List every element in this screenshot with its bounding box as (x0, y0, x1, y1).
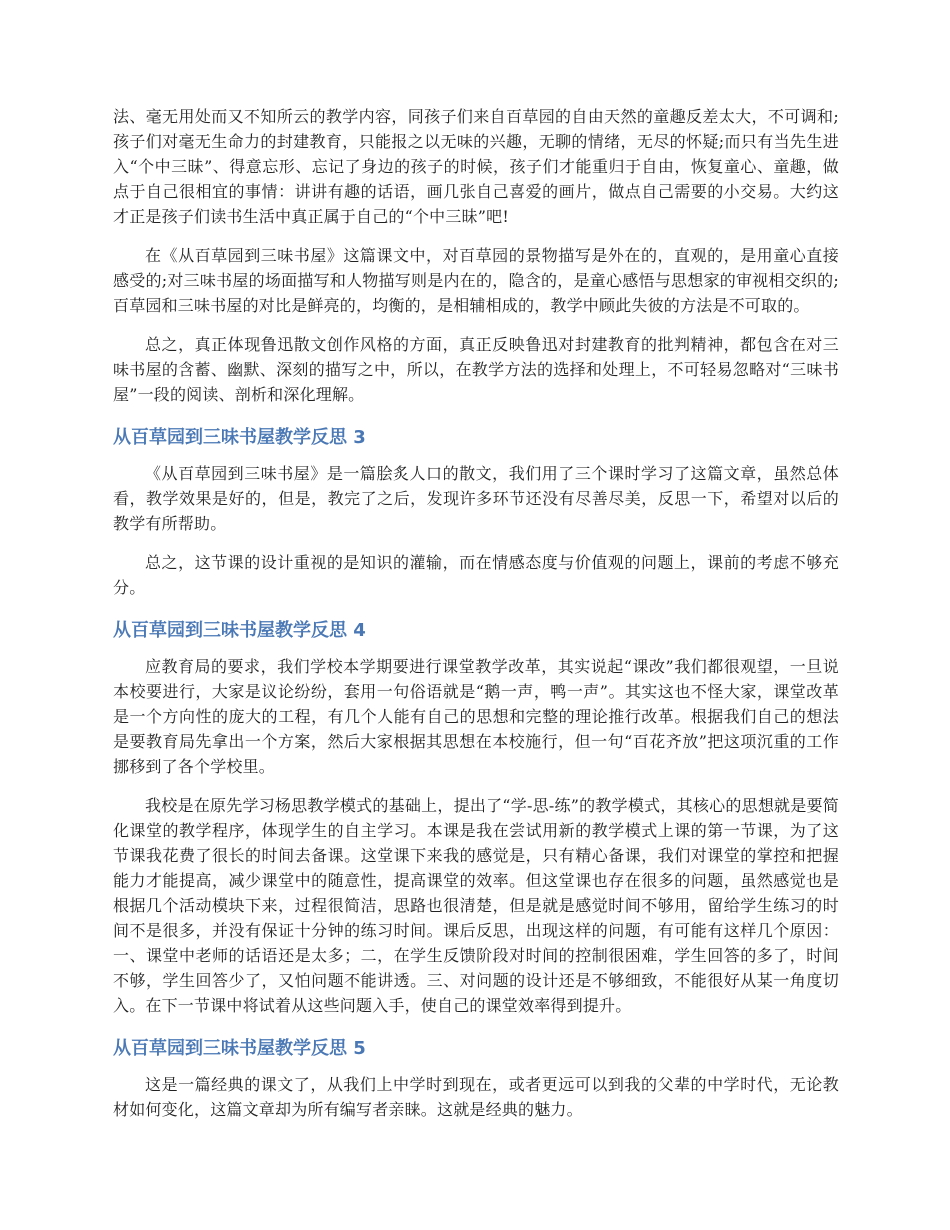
paragraph: 总之，真正体现鲁迅散文创作风格的方面，真正反映鲁迅对封建教育的批判精神，都包含在对三味书屋的含蓄、幽默、深刻的描写之中，所以，在教学方法的选择和处理上，不可轻易忽略对“三味书屋”一段的阅读、剖析和深化理解。 (113, 335, 839, 404)
document-page (113, 104, 839, 1136)
paragraph: 在《从百草园到三味书屋》这篇课文中，对百草园的景物描写是外在的，直观的，是用童心直接感受的;对三味书屋的场面描写和人物描写则是内在的，隐含的，是童心感悟与思想家的审视相交织的;百草园和三味书屋的对比是鲜亮的，均衡的，是相辅相成的，教学中顾此失彼的方法是不可取的。 (113, 246, 839, 315)
section-heading-5: 从百草园到三味书屋教学反思 5 (113, 1038, 366, 1059)
section-heading-3: 从百草园到三味书屋教学反思 3 (113, 427, 366, 448)
paragraph: 应教育局的要求，我们学校本学期要进行课堂教学改革，其实说起“课改”我们都很观望，一旦说本校要进行，大家是议论纷纷，套用一句俗语就是“鹅一声，鸭一声”。其实这也不怪大家，课堂改革是一个方向性的庞大的工程，有几个人能有自己的思想和完整的理论推行改革。根据我们自己的想法是要教育局先拿出一个方案，然后大家根据其思想在本校施行，但一句“百花齐放”把这项沉重的工作挪移到了各个学校里。 (113, 657, 839, 776)
paragraph: 这是一篇经典的课文了，从我们上中学时到现在，或者更远可以到我的父辈的中学时代，无论教材如何变化，这篇文章却为所有编写者亲睐。这就是经典的魅力。 (113, 1075, 839, 1119)
paragraph: 总之，这节课的设计重视的是知识的灌输，而在情感态度与价值观的问题上，课前的考虑不够充分。 (113, 553, 839, 597)
section-heading-4: 从百草园到三味书屋教学反思 4 (113, 620, 366, 641)
paragraph-continued: 法、毫无用处而又不知所云的教学内容，同孩子们来自百草园的自由天然的童趣反差太大，不可调和;孩子们对毫无生命力的封建教育，只能报之以无味的兴趣，无聊的情绪，无尽的怀疑;而只有当先生进入“个中三昧”、得意忘形、忘记了身边的孩子的时候，孩子们才能重归于自由，恢复童心、童趣，做点于自己很相宜的事情：讲讲有趣的话语，画几张自己喜爱的画片，做点自己需要的小交易。大约这才正是孩子们读书生活中真正属于自己的“个中三昧”吧! (113, 107, 839, 226)
paragraph: 我校是在原先学习杨思教学模式的基础上，提出了“学-思-练”的教学模式，其核心的思想就是要简化课堂的教学程序，体现学生的自主学习。本课是我在尝试用新的教学模式上课的第一节课，为了这节课我花费了很长的时间去备课。这堂课下来我的感觉是，只有精心备课，我们对课堂的掌控和把握能力才能提高，减少课堂中的随意性，提高课堂的效率。但这堂课也存在很多的问题，虽然感觉也是根据几个活动模块下来，过程很简洁，思路也很清楚，但是就是感觉时间不够用，留给学生练习的时间不是很多，并没有保证十分钟的练习时间。课后反思，出现这样的问题，有可能有这样几个原因：一、课堂中老师的话语还是太多；二，在学生反馈阶段对时间的控制很困难，学生回答的多了，时间不够，学生回答少了，又怕问题不能讲透。三、对问题的设计还是不够细致，不能很好从某一角度切入。在下一节课中将试着从这些问题入手，使自己的课堂效率得到提升。 (113, 796, 839, 1015)
paragraph: 《从百草园到三味书屋》是一篇脍炙人口的散文，我们用了三个课时学习了这篇文章，虽然总体看，教学效果是好的，但是，教完了之后，发现许多环节还没有尽善尽美，反思一下，希望对以后的教学有所帮助。 (113, 464, 839, 533)
